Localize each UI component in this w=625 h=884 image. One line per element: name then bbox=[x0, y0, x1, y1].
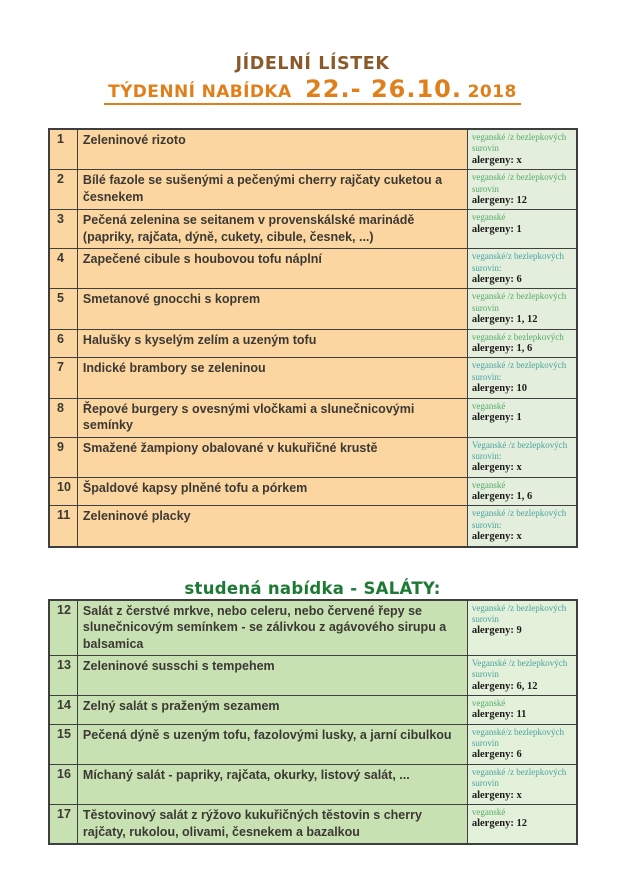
dish-name: Pečená dýně s uzeným tofu, fazolovými lusky, a jarní cibulkou bbox=[77, 724, 467, 764]
diet-cell bbox=[467, 765, 577, 805]
table-row bbox=[49, 358, 577, 398]
table-row bbox=[49, 600, 577, 656]
allergen-info: alergeny: 12 bbox=[471, 194, 527, 206]
diet-cell bbox=[467, 398, 577, 437]
table-row bbox=[49, 724, 577, 764]
table-row bbox=[49, 805, 577, 845]
dish-name: Těstovinový salát z rýžovo kukuřičných těstovin s cherry rajčaty, rukolou, olivami, česnekem a bazalkou bbox=[77, 805, 467, 845]
allergen-info: alergeny: 10 bbox=[471, 382, 527, 394]
row-number: 6 bbox=[49, 329, 77, 358]
diet-label: veganské/z bezlepkových surovin bbox=[471, 726, 565, 749]
allergen-info: alergeny: 6 bbox=[471, 749, 522, 761]
diet-cell bbox=[467, 249, 577, 289]
diet-cell bbox=[467, 329, 577, 358]
table-row bbox=[49, 329, 577, 358]
hot-menu-table bbox=[48, 128, 578, 547]
diet-label: veganské /z bezlepkových surovin: bbox=[471, 360, 567, 382]
table-row bbox=[49, 437, 577, 477]
diet-cell bbox=[467, 600, 577, 656]
allergen-info: alergeny: x bbox=[471, 530, 522, 542]
diet-cell bbox=[467, 805, 577, 845]
table-row bbox=[49, 477, 577, 506]
row-number: 9 bbox=[49, 437, 77, 477]
dish-name: Řepové burgery s ovesnými vločkami a slunečnicovými semínky bbox=[77, 398, 467, 437]
row-number: 7 bbox=[49, 358, 77, 398]
row-number: 13 bbox=[49, 656, 77, 696]
allergen-info: alergeny: 12 bbox=[471, 818, 527, 830]
table-row bbox=[49, 129, 577, 170]
dish-name: Zapečené cibule s houbovou tofu náplní bbox=[77, 249, 467, 289]
dish-name: Špaldové kapsy plněné tofu a pórkem bbox=[77, 477, 467, 506]
document-header bbox=[0, 54, 625, 105]
diet-label: veganské bbox=[471, 698, 506, 709]
row-number: 14 bbox=[49, 696, 77, 725]
row-number: 3 bbox=[49, 210, 77, 249]
table-row bbox=[49, 170, 577, 210]
diet-cell bbox=[467, 358, 577, 398]
allergen-info: alergeny: 1, 12 bbox=[471, 313, 538, 325]
diet-label: veganské bbox=[471, 212, 506, 223]
row-number: 12 bbox=[49, 600, 77, 656]
diet-label: veganské bbox=[471, 479, 506, 490]
diet-cell bbox=[467, 477, 577, 506]
hot-menu-rows bbox=[49, 129, 577, 546]
diet-cell bbox=[467, 437, 577, 477]
dish-name: Pečená zelenina se seitanem v provenskálské marinádě (papriky, rajčata, dýně, cukety, cibule, česnek, ...) bbox=[77, 210, 467, 249]
row-number: 16 bbox=[49, 765, 77, 805]
diet-label: veganské/z bezlepkových surovin: bbox=[471, 251, 565, 273]
diet-label: veganské /z bezlepkových surovin bbox=[471, 132, 567, 154]
diet-label: Veganské /z bezlepkových surovin: bbox=[471, 439, 568, 461]
diet-cell bbox=[467, 696, 577, 725]
dish-name: Indické brambory se zeleninou bbox=[77, 358, 467, 398]
table-row bbox=[49, 249, 577, 289]
diet-label: veganské /z bezlepkových surovin bbox=[471, 602, 567, 624]
table-row bbox=[49, 398, 577, 437]
allergen-info: alergeny: 1, 6 bbox=[471, 490, 533, 502]
table-row bbox=[49, 696, 577, 725]
dish-name: Zeleninové placky bbox=[77, 506, 467, 547]
allergen-info: alergeny: 6, 12 bbox=[471, 680, 538, 692]
row-number: 15 bbox=[49, 724, 77, 764]
dish-name: Zelný salát s praženým sezamem bbox=[77, 696, 467, 725]
dish-name: Smažené žampiony obalované v kukuřičné krustě bbox=[77, 437, 467, 477]
dish-name: Salát z čerstvé mrkve, nebo celeru, nebo červené řepy se slunečnicovým semínkem - se zálivkou z agávového sirupu a balsamica bbox=[77, 600, 467, 656]
diet-label: veganské /z bezlepkových surovin bbox=[471, 291, 567, 313]
row-number: 2 bbox=[49, 170, 77, 210]
allergen-info: alergeny: 11 bbox=[471, 709, 527, 721]
diet-label: veganské /z bezlepkových surovin bbox=[471, 767, 567, 789]
table-row bbox=[49, 656, 577, 696]
table-row bbox=[49, 289, 577, 329]
diet-cell bbox=[467, 656, 577, 696]
page-subtitle bbox=[104, 77, 521, 105]
row-number: 4 bbox=[49, 249, 77, 289]
diet-cell bbox=[467, 724, 577, 764]
page-title: JÍDELNÍ LÍSTEK bbox=[235, 54, 390, 74]
salads-section-heading: studená nabídka - SALÁTY: bbox=[184, 578, 441, 598]
subtitle-year: 2018 bbox=[467, 82, 517, 102]
row-number: 17 bbox=[49, 805, 77, 845]
allergen-info: alergeny: 9 bbox=[471, 625, 522, 637]
allergen-info: alergeny: x bbox=[471, 789, 522, 801]
dish-name: Bílé fazole se sušenými a pečenými cherry rajčaty cuketou a česnekem bbox=[77, 170, 467, 210]
table-row bbox=[49, 210, 577, 249]
dish-name: Smetanové gnocchi s koprem bbox=[77, 289, 467, 329]
diet-cell bbox=[467, 506, 577, 547]
subtitle-label: TÝDENNÍ NABÍDKA bbox=[108, 82, 292, 102]
salad-menu-table bbox=[48, 599, 578, 846]
allergen-info: alergeny: x bbox=[471, 462, 522, 473]
dish-name: Halušky s kyselým zelím a uzeným tofu bbox=[77, 329, 467, 358]
row-number: 10 bbox=[49, 477, 77, 506]
diet-label: veganské /z bezlepkových surovin: bbox=[471, 508, 567, 530]
salad-menu-rows bbox=[49, 600, 577, 845]
dish-name: Míchaný salát - papriky, rajčata, okurky, listový salát, ... bbox=[77, 765, 467, 805]
diet-label: veganské bbox=[471, 807, 506, 818]
diet-cell bbox=[467, 210, 577, 249]
allergen-info: alergeny: x bbox=[471, 154, 522, 166]
row-number: 11 bbox=[49, 506, 77, 547]
diet-label: Veganské /z bezlepkových surovin bbox=[471, 658, 568, 680]
allergen-info: alergeny: 1 bbox=[471, 411, 522, 423]
diet-cell bbox=[467, 129, 577, 170]
row-number: 5 bbox=[49, 289, 77, 329]
diet-cell bbox=[467, 289, 577, 329]
subtitle-dates: 22.- 26.10. bbox=[305, 75, 462, 103]
dish-name: Zeleninové rizoto bbox=[77, 129, 467, 170]
dish-name: Zeleninové susschi s tempehem bbox=[77, 656, 467, 696]
table-row bbox=[49, 765, 577, 805]
row-number: 1 bbox=[49, 129, 77, 170]
allergen-info: alergeny: 1, 6 bbox=[471, 342, 533, 354]
row-number: 8 bbox=[49, 398, 77, 437]
diet-label: veganské bbox=[471, 400, 506, 411]
allergen-info: alergeny: 6 bbox=[471, 273, 522, 285]
diet-cell bbox=[467, 170, 577, 210]
diet-label: veganské /z bezlepkových surovin bbox=[471, 172, 567, 194]
table-row bbox=[49, 506, 577, 547]
diet-label: veganské z bezlepkových bbox=[471, 331, 564, 342]
allergen-info: alergeny: 1 bbox=[471, 223, 522, 235]
